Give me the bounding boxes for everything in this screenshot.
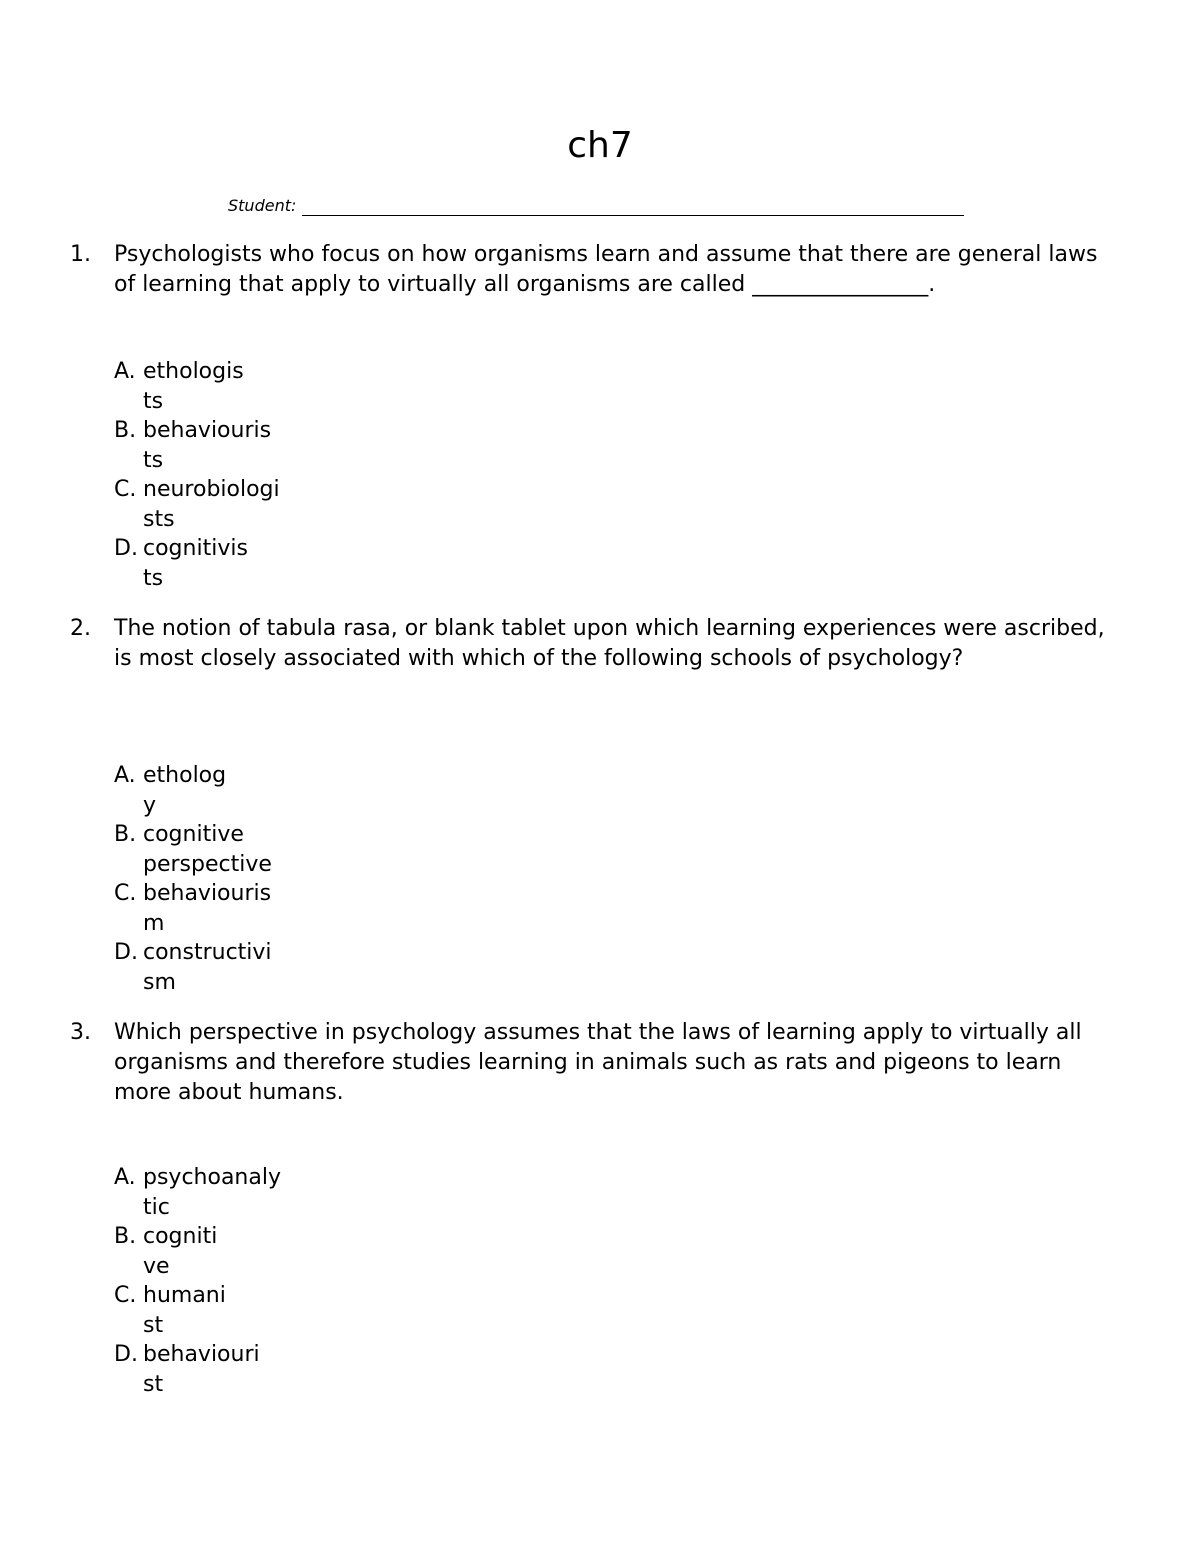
option-letter: D. [114, 536, 138, 561]
option-letter: D. [114, 940, 138, 965]
option-text: ethologis ts [143, 359, 244, 414]
question-number: 3. [70, 1020, 91, 1045]
option-text: psychoanaly tic [143, 1165, 281, 1220]
option-letter: B. [114, 418, 137, 443]
option-letter: A. [114, 359, 136, 384]
option-letter: A. [114, 1165, 136, 1190]
question-number: 1. [70, 242, 91, 267]
question-text: Which perspective in psychology assumes that the laws of learning apply to virtually all organisms and therefore studies learning in animals such as rats and pigeons to learn more about humans. [114, 1020, 1082, 1105]
student-label: Student: [228, 196, 297, 215]
option-text: neurobiologi sts [143, 477, 280, 532]
option-letter: C. [114, 881, 137, 906]
page-title: ch7 [567, 125, 633, 166]
option-letter: B. [114, 1224, 137, 1249]
option-text: cogniti ve [143, 1224, 218, 1279]
option-letter: D. [114, 1342, 138, 1367]
option-text: cognitive perspective [143, 822, 272, 877]
option-letter: B. [114, 822, 137, 847]
question-number: 2. [70, 616, 91, 641]
option-letter: C. [114, 477, 137, 502]
option-text: cognitivis ts [143, 536, 248, 591]
student-name-line [302, 201, 964, 216]
option-letter: C. [114, 1283, 137, 1308]
option-text: behaviouris m [143, 881, 272, 936]
question-text: The notion of tabula rasa, or blank tablet upon which learning experiences were ascribed, is most closely associated with which of the following schools of psychology? [114, 616, 1105, 671]
option-text: behaviouri st [143, 1342, 260, 1397]
option-text: constructivi sm [143, 940, 272, 995]
option-text: etholog y [143, 763, 227, 818]
option-letter: A. [114, 763, 136, 788]
student-field [228, 196, 964, 216]
question-text: Psychologists who focus on how organisms learn and assume that there are general laws of learning that apply to virtually all organisms are called ________________. [114, 242, 1098, 297]
option-text: behaviouris ts [143, 418, 272, 473]
option-text: humani st [143, 1283, 226, 1338]
